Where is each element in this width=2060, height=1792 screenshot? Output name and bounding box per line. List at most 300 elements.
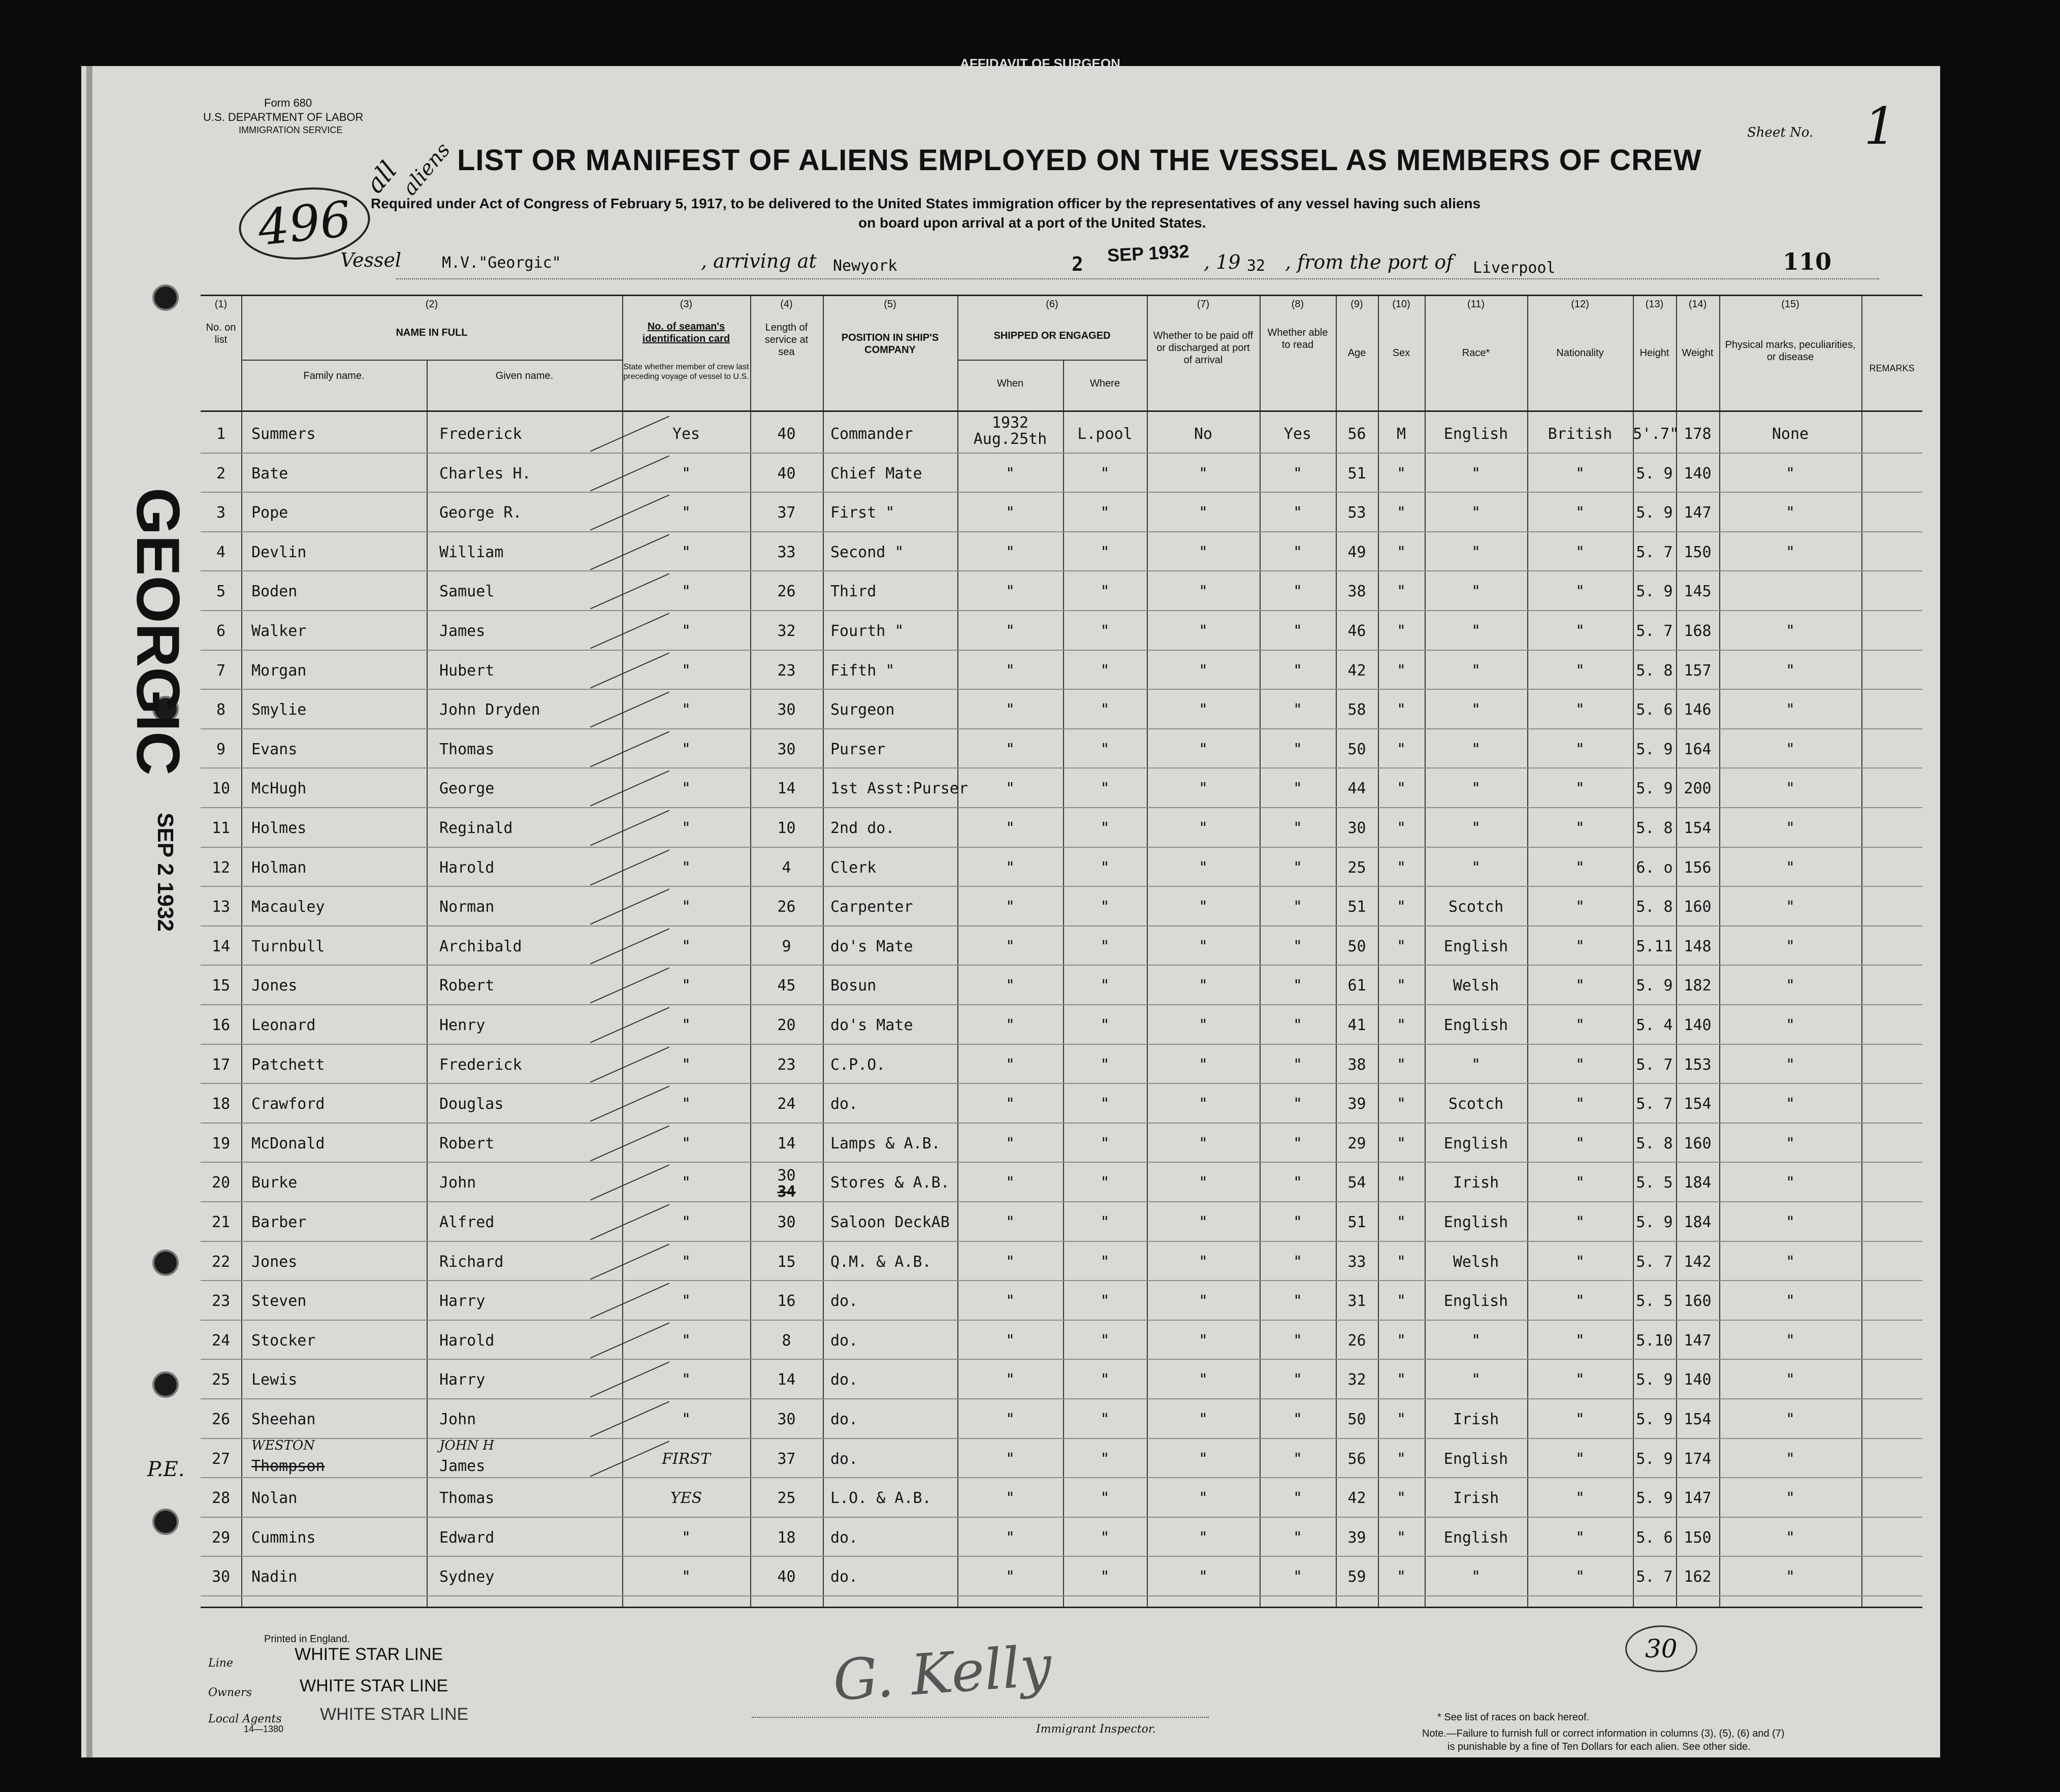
cell-position: Commander [830,425,913,443]
cell-service-length: 40 [777,464,796,483]
cell-nationality: " [1575,543,1585,561]
cell-family-name: Jones [251,977,298,995]
cell-nationality: " [1575,740,1585,758]
cell-shipped-where: " [1100,1331,1110,1350]
cell-service-length: 30 [777,701,796,719]
cell-physical-marks: " [1785,977,1795,995]
col-header-service: Length of service at sea [764,322,809,358]
cell-height: 5. 5 [1636,1292,1673,1310]
cell-able-to-read: " [1293,1055,1303,1074]
cell-weight: 147 [1684,1489,1712,1508]
col-num-8: (8) [1291,299,1304,310]
cell-service-length: 33 [777,543,796,561]
cell-physical-marks: " [1785,1489,1795,1508]
cell-age: 41 [1347,1016,1366,1034]
cell-nationality: " [1575,622,1585,640]
cell-race: " [1471,661,1481,680]
cell-given-name: Archibald [439,937,522,955]
cell-sex: " [1396,898,1406,916]
cell-able-to-read: " [1293,583,1303,601]
cell-nationality: " [1575,858,1585,877]
cell-row-number: 10 [211,780,231,798]
cell-height: 5. 9 [1636,1213,1673,1231]
cell-given-name: Sydney [439,1568,495,1586]
cell-nationality: " [1575,1253,1585,1271]
punch-hole [152,1250,179,1276]
cell-weight: 174 [1684,1450,1712,1468]
cell-able-to-read: " [1293,464,1303,483]
cell-race: English [1443,1213,1508,1231]
cell-race: " [1471,780,1481,798]
cell-service-length: 14 [777,1134,796,1153]
cell-id-card: " [681,1411,691,1428]
subtitle-line2: on board upon arrival at a port of the United States. [858,215,1206,231]
cell-physical-marks: " [1785,740,1795,758]
page-title: LIST OR MANIFEST OF ALIENS EMPLOYED ON THE VESSEL AS MEMBERS OF CREW [457,144,1702,177]
cell-race: Scotch [1448,1095,1504,1113]
cell-height: 5. 7 [1636,1253,1673,1271]
cell-id-card: " [681,583,691,601]
footer-line: WHITE STAR LINE [295,1645,443,1664]
cell-shipped-where: " [1100,1411,1110,1428]
cell-given-name: James [439,622,486,640]
table-row [201,570,1922,610]
file-number-handwritten: 496 [235,181,373,266]
cell-paid-off: " [1198,1134,1208,1153]
cell-id-card: " [681,1174,691,1192]
cell-shipped-where: " [1100,583,1110,601]
cell-weight: 157 [1684,661,1712,680]
cell-position: First " [830,504,895,522]
cell-physical-marks: " [1785,661,1795,680]
cell-physical-marks: " [1785,1450,1795,1468]
cell-weight: 148 [1684,937,1712,955]
cell-row-number: 15 [211,977,231,995]
cell-given-name: Robert [439,977,495,995]
cell-shipped-where: " [1100,1568,1110,1586]
cell-physical-marks: " [1785,858,1795,877]
cell-family-name: McHugh [251,780,307,798]
sheet-edge [86,66,92,1757]
cell-height: 5. 6 [1636,1528,1673,1547]
cell-height: 6. o [1636,858,1673,877]
cell-shipped-when: " [1005,1371,1015,1389]
cell-row-number: 11 [211,819,231,837]
cell-race: English [1443,1016,1508,1034]
cell-age: 51 [1347,464,1366,483]
cell-id-card: " [681,1292,691,1310]
table-row [201,1162,1922,1201]
col-num-4: (4) [780,299,793,310]
cell-paid-off: " [1198,1055,1208,1074]
cell-race: " [1471,701,1481,719]
table-row [201,1517,1922,1556]
cell-sex: " [1396,504,1406,522]
cell-nationality: " [1575,1292,1585,1310]
margin-mark: P.E. [147,1458,185,1481]
cell-able-to-read: " [1293,661,1303,680]
table-row [201,1201,1922,1240]
cell-given-name: Norman [439,898,495,916]
cell-id-card: " [681,819,691,837]
cell-race: " [1471,1371,1481,1389]
cell-paid-off: " [1198,1411,1208,1428]
cell-row-number: 29 [211,1528,231,1547]
cell-row-number: 19 [211,1134,231,1153]
cell-shipped-where: " [1100,1292,1110,1310]
cell-shipped-when: " [1005,504,1015,522]
cell-shipped-when: " [1005,977,1015,995]
table-row [201,965,1922,1004]
cell-weight: 140 [1684,1016,1712,1034]
cell-position: Bosun [830,977,877,995]
cell-age: 50 [1347,937,1366,955]
cell-id-card: " [681,504,691,522]
cell-sex: " [1396,622,1406,640]
cell-age: 30 [1347,819,1366,837]
cell-sex: " [1396,1371,1406,1389]
cell-sex: " [1396,977,1406,995]
cell-paid-off: " [1198,1253,1208,1271]
col-header-paid: Whether to be paid off or discharged at port of arrival [1153,330,1253,366]
cell-age: 46 [1347,622,1366,640]
voyage-number: 110 [1783,248,1832,275]
col-num-14: (14) [1688,299,1707,310]
cell-sex: " [1396,858,1406,877]
cell-shipped-year: 1932 [991,414,1029,432]
cell-race: English [1443,425,1508,443]
cell-paid-off: No [1194,425,1213,443]
cell-given-name: Thomas [439,740,495,758]
table-row [201,1477,1922,1516]
cell-nationality: " [1575,504,1585,522]
cell-able-to-read: " [1293,898,1303,916]
cell-id-card: " [681,977,691,995]
cell-race: " [1471,1331,1481,1350]
cell-family-name: McDonald [251,1134,325,1153]
cell-able-to-read: " [1293,1331,1303,1350]
cell-shipped-when: " [1005,1253,1015,1271]
cell-race: Welsh [1453,977,1499,995]
cell-position: Second " [830,543,904,561]
cell-id-card: " [681,1331,691,1350]
cell-race: English [1443,1528,1508,1547]
col-header-remarks: REMARKS [1869,363,1915,373]
cell-height: 5. 9 [1636,977,1673,995]
cell-family-name: Turnbull [251,937,325,955]
cell-physical-marks: " [1785,937,1795,955]
cell-family-name: Barber [251,1213,307,1231]
cell-physical-marks: " [1785,1331,1795,1350]
cell-position: do. [830,1568,858,1586]
cell-shipped-where: " [1100,977,1110,995]
cell-able-to-read: " [1293,858,1303,877]
cell-physical-marks: " [1785,898,1795,916]
top-heading: AFFIDAVIT OF SURGEON [960,56,1120,71]
col-header-sex: Sex [1392,347,1410,359]
cell-sex: " [1396,661,1406,680]
vessel-underline [396,278,1879,279]
cell-service-length: 37 [777,504,796,522]
cell-weight: 184 [1684,1174,1712,1192]
cell-height: 5. 8 [1636,1134,1673,1153]
cell-row-number: 16 [211,1016,231,1034]
cell-paid-off: " [1198,1528,1208,1547]
cell-position: Fifth " [830,661,895,680]
cell-height: 5. 6 [1636,701,1673,719]
sheet-number: 1 [1864,97,1896,156]
cell-sex: " [1396,1489,1406,1508]
cell-position: do. [830,1371,858,1389]
cell-physical-marks: " [1785,1253,1795,1271]
cell-shipped-where: " [1100,898,1110,916]
cell-paid-off: " [1198,543,1208,561]
inspector-line [752,1717,1209,1718]
cell-age: 50 [1347,1411,1366,1428]
cell-height: 5. 5 [1636,1174,1673,1192]
cell-age: 51 [1347,898,1366,916]
cell-able-to-read: " [1293,1568,1303,1586]
cell-row-number: 25 [211,1371,231,1389]
cell-height: 5. 7 [1636,543,1673,561]
cell-id-card: " [681,1568,691,1586]
cell-position: L.O. & A.B. [830,1489,931,1508]
cell-nationality: " [1575,661,1585,680]
cell-paid-off: " [1198,701,1208,719]
cell-position: Lamps & A.B. [830,1134,941,1153]
col-header-weight: Weight [1682,347,1714,359]
cell-weight: 164 [1684,740,1712,758]
cell-weight: 142 [1684,1253,1712,1271]
cell-id-card: " [681,858,691,877]
cell-sex: " [1396,464,1406,483]
cell-weight: 178 [1684,425,1712,443]
cell-weight: 200 [1684,780,1712,798]
cell-shipped-when: Aug.25th [973,430,1047,448]
cell-shipped-where: " [1100,1134,1110,1153]
side-stamp-date: SEP 2 1932 [153,813,178,932]
cell-able-to-read: " [1293,701,1303,719]
cell-height: 5. 9 [1636,1489,1673,1508]
cell-shipped-where: " [1100,543,1110,561]
table-row [201,531,1922,570]
cell-given-name: Harold [439,1331,495,1350]
cell-service-length: 15 [777,1253,796,1271]
cell-nationality: " [1575,1331,1585,1350]
cell-family-name: Sheehan [251,1411,316,1428]
cell-able-to-read: " [1293,1489,1303,1508]
cell-service-length: 8 [782,1331,791,1350]
cell-weight: 162 [1684,1568,1712,1586]
cell-row-number: 7 [216,661,226,680]
subtitle-line1: Required under Act of Congress of February 5, 1917, to be delivered to the United States immigration officer by the representatives of any vessel having such aliens [371,196,1481,211]
cell-shipped-where: " [1100,937,1110,955]
table-row [201,1083,1922,1122]
cell-nationality: " [1575,1489,1585,1508]
cell-given-name: George [439,780,495,798]
cell-nationality: " [1575,1055,1585,1074]
year-label: , 19 [1204,251,1241,273]
cell-position: Chief Mate [830,464,922,483]
cell-shipped-when: " [1005,661,1015,680]
cell-shipped-when: " [1005,1055,1015,1074]
cell-physical-marks: " [1785,504,1795,522]
cell-able-to-read: " [1293,780,1303,798]
cell-nationality: " [1575,1568,1585,1586]
cell-weight: 154 [1684,819,1712,837]
cell-able-to-read: " [1293,1174,1303,1192]
cell-paid-off: " [1198,1016,1208,1034]
cell-height: 5. 9 [1636,1411,1673,1428]
cell-weight: 160 [1684,898,1712,916]
cell-paid-off: " [1198,1213,1208,1231]
cell-family-name: Nolan [251,1489,298,1508]
cell-height: 5. 9 [1636,1371,1673,1389]
cell-weight: 182 [1684,977,1712,995]
cell-paid-off: " [1198,1489,1208,1508]
cell-height: 5. 4 [1636,1016,1673,1034]
cell-able-to-read: " [1293,1134,1303,1153]
cell-shipped-when: " [1005,1292,1015,1310]
col-num-5: (5) [884,299,896,310]
cell-able-to-read: Yes [1283,425,1312,443]
cell-id-card: YES [670,1489,702,1508]
cell-sex: " [1396,1134,1406,1153]
cell-position: Third [830,583,877,601]
footer-printed: Printed in England. [264,1634,350,1645]
cell-height: 5. 9 [1636,464,1673,483]
table-row [201,925,1922,965]
cell-paid-off: " [1198,464,1208,483]
cell-age: 29 [1347,1134,1366,1153]
form-number: Form 680 [264,97,312,109]
cell-weight: 168 [1684,622,1712,640]
cell-shipped-where: " [1100,1174,1110,1192]
cell-physical-marks: " [1785,780,1795,798]
cell-weight: 140 [1684,1371,1712,1389]
cell-able-to-read: " [1293,977,1303,995]
cell-physical-marks: " [1785,701,1795,719]
cell-row-number: 8 [216,701,226,719]
cell-sex: " [1396,1568,1406,1586]
cell-age: 56 [1347,1450,1366,1468]
cell-weight: 145 [1684,583,1712,601]
cell-service-length: 37 [777,1450,796,1468]
cell-able-to-read: " [1293,1253,1303,1271]
cell-height: 5. 9 [1636,780,1673,798]
cell-able-to-read: " [1293,819,1303,837]
cell-race: English [1443,1292,1508,1310]
cell-position: do's Mate [830,937,913,955]
cell-shipped-when: " [1005,1174,1015,1192]
cell-weight: 146 [1684,701,1712,719]
cell-family-name: Pope [251,504,288,522]
cell-physical-marks: " [1785,1371,1795,1389]
cell-paid-off: " [1198,740,1208,758]
cell-sex: " [1396,937,1406,955]
cell-row-number: 9 [216,740,226,758]
cell-shipped-when: " [1005,819,1015,837]
cell-physical-marks: " [1785,1095,1795,1113]
col-header-when: When [996,378,1024,389]
cell-id-card: " [681,622,691,640]
inspector-signature: G. Kelly [831,1633,1054,1713]
cell-able-to-read: " [1293,504,1303,522]
col-num-3: (3) [680,299,693,310]
cell-height: 5. 7 [1636,1055,1673,1074]
cell-family-name: Evans [251,740,298,758]
cell-weight: 150 [1684,543,1712,561]
cell-shipped-when: " [1005,1095,1015,1113]
cell-given-name: George R. [439,504,522,522]
col-header-given: Given name. [495,370,554,381]
cell-position: do. [830,1331,858,1350]
form-department: U.S. DEPARTMENT OF LABOR [203,111,364,123]
cell-row-number: 23 [211,1292,231,1310]
cell-family-name: Jones [251,1253,298,1271]
cell-sex: " [1396,543,1406,561]
cell-given-name: Alfred [439,1213,495,1231]
cell-height: 5'.7" [1633,425,1679,443]
cell-paid-off: " [1198,819,1208,837]
cell-weight: 154 [1684,1411,1712,1428]
cell-sex: " [1396,1253,1406,1271]
cell-able-to-read: " [1293,1450,1303,1468]
cell-race: " [1471,1568,1481,1586]
footer-owners-label: Owners [208,1686,252,1699]
cell-paid-off: " [1198,504,1208,522]
cell-shipped-when: " [1005,701,1015,719]
cell-height: 5. 9 [1636,740,1673,758]
cell-shipped-when: " [1005,622,1015,640]
cell-service-length: 14 [777,1371,796,1389]
cell-able-to-read: " [1293,1371,1303,1389]
cell-shipped-when: " [1005,1331,1015,1350]
cell-weight: 154 [1684,1095,1712,1113]
cell-race: " [1471,464,1481,483]
cell-height: 5. 8 [1636,819,1673,837]
cell-shipped-when: " [1005,583,1015,601]
cell-family-name: Macauley [251,898,325,916]
cell-age: 58 [1347,701,1366,719]
cell-shipped-where: L.pool [1077,425,1133,443]
cell-race: Irish [1453,1489,1499,1508]
cell-service-length: 23 [777,661,796,680]
cell-shipped-where: " [1100,858,1110,877]
total-circled: 30 [1625,1625,1697,1672]
cell-given-name: Henry [439,1016,486,1034]
cell-given-name: William [439,543,504,561]
cell-weight: 140 [1684,464,1712,483]
cell-age: 61 [1347,977,1366,995]
cell-nationality: " [1575,1095,1585,1113]
cell-nationality: British [1548,425,1613,443]
cell-shipped-when: " [1005,898,1015,916]
cell-able-to-read: " [1293,1095,1303,1113]
cell-family-name: Smylie [251,701,307,719]
cell-nationality: " [1575,1213,1585,1231]
table-row [201,1044,1922,1083]
cell-age: 49 [1347,543,1366,561]
cell-paid-off: " [1198,937,1208,955]
cell-position: do. [830,1292,858,1310]
cell-row-number: 18 [211,1095,231,1113]
cell-race: Irish [1453,1174,1499,1192]
crew-table [201,295,1922,1608]
cell-age: 38 [1347,583,1366,601]
cell-sex: " [1396,1411,1406,1428]
cell-shipped-when: " [1005,1528,1015,1547]
